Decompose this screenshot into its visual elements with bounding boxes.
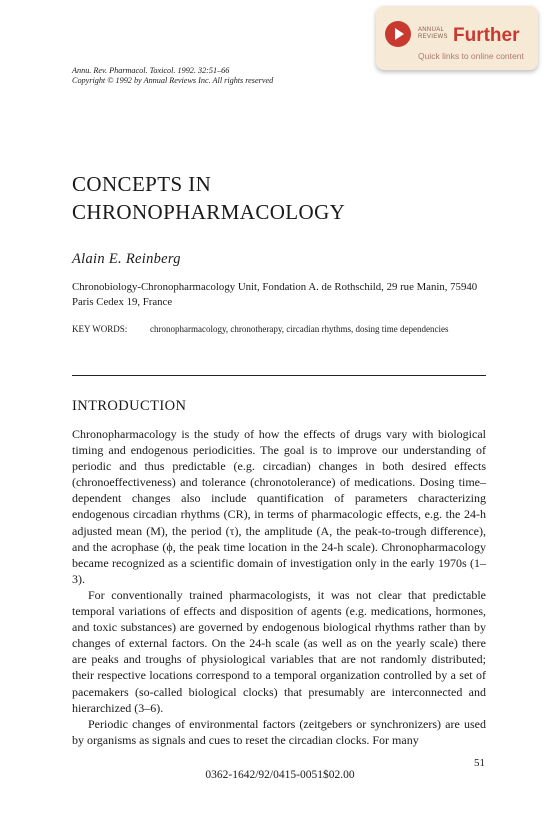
paragraph-1: Chronopharmacology is the study of how the effects of drugs vary with biological timing and endogenous periodicities. The goal is to improve our understanding of periodic and thus predictable (e.g. circadian) changes in both desired effects (chronoeffectiveness) and tolerance (chronotolerance) of medications. Dosing time–dependent changes also include quantification of parameters characterizing endogenous circadian rhythms (CR), in terms of pharmacologic effects, e.g. the 24-h adjusted mean (M), the period (τ), the amplitude (A, the peak-to-trough difference), and the acrophase (ϕ, the peak time location in the 24-h scale). Chronopharmacology became recognized as a scientific domain of investigation only in the early 1970s (1–3). bbox=[72, 427, 486, 586]
play-arrow-icon bbox=[385, 21, 411, 47]
copyright-notice: Copyright © 1992 by Annual Reviews Inc. All rights reserved bbox=[72, 76, 274, 85]
section-heading: INTRODUCTION bbox=[72, 398, 187, 414]
paragraph-3: Periodic changes of environmental factors (zeitgebers or synchronizers) are used by organisms as signals and cues to reset the circadian clocks. For many bbox=[72, 716, 486, 747]
further-badge[interactable] bbox=[376, 6, 538, 70]
paragraph-2: For conventionally trained pharmacologists, it was not clear that predictable temporal variations of effects and disposition of agents (e.g. medications, hormones, and toxic substances) are governed by endogenous biological rhythms rather than by changes of external factors. On the 24-h scale (as well as on the yearly scale) there are peaks and troughs of physiological variables that are not randomly distributed; their respective locations correspond to a temporal organization controlled by a set of pacemakers (so-called biological clocks) that presumably are interconnected and hierarchized (3–6). bbox=[72, 587, 486, 715]
brand-further: Further bbox=[453, 25, 520, 46]
author-affiliation: Chronobiology-Chronopharmacology Unit, Fondation A. de Rothschild, 29 rue Manin, 75940 Paris Cedex 19, France bbox=[72, 281, 478, 308]
journal-citation: Annu. Rev. Pharmacol. Toxicol. 1992. 32:51–66 bbox=[72, 66, 230, 75]
brand-small-text: ANNUAL REVIEWS bbox=[418, 27, 448, 40]
keywords-label: KEY WORDS: bbox=[72, 324, 128, 334]
badge-subtitle: Quick links to online content bbox=[418, 51, 524, 61]
body-text bbox=[72, 426, 486, 748]
section-divider bbox=[72, 375, 486, 376]
author-name: Alain E. Reinberg bbox=[72, 251, 181, 267]
article-code: 0362-1642/92/0415-0051$02.00 bbox=[205, 769, 355, 781]
article-title: CONCEPTS IN CHRONOPHARMACOLOGY bbox=[72, 172, 346, 224]
journal-header bbox=[72, 66, 273, 86]
keywords-list: chronopharmacology, chronotherapy, circadian rhythms, dosing time dependencies bbox=[150, 324, 449, 334]
page-number: 51 bbox=[474, 757, 485, 769]
